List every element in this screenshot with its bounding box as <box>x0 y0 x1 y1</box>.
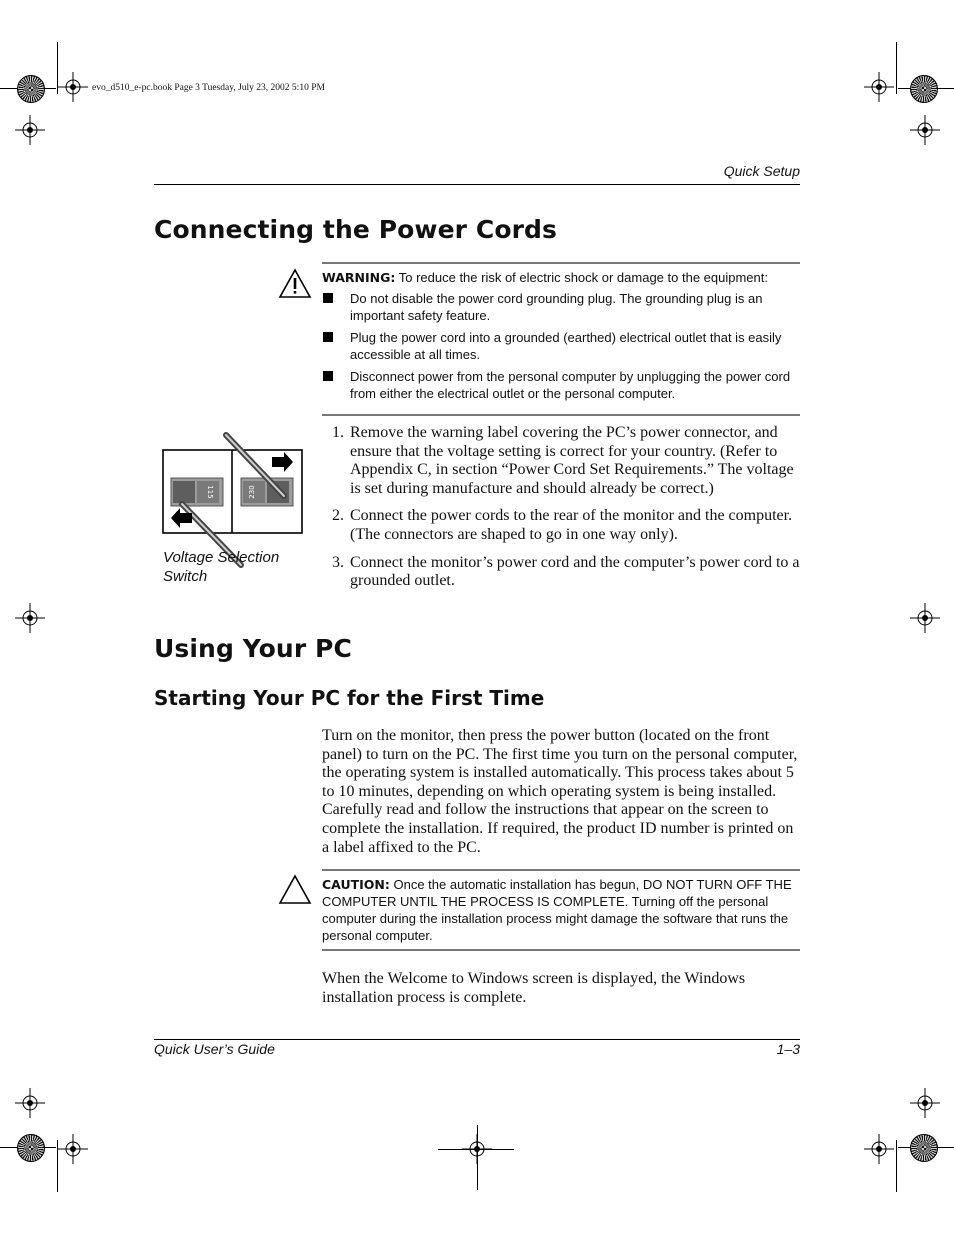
warning-icon <box>278 268 312 299</box>
steps-list <box>322 424 800 600</box>
header-rule <box>154 184 800 185</box>
list-item-text: Disconnect power from the personal computer by unplugging the power cord from either the electrical outlet or the personal computer. <box>350 369 791 401</box>
page-number: 1–3 <box>776 1041 800 1057</box>
step-text: Remove the warning label covering the PC’s power connector, and ensure that the voltage setting is correct for your country. (Refer to Appendix C, in section “Power Cord Set Requirements.” The voltage is set during manufacture and should already be correct.) <box>350 424 794 497</box>
bullet-square-icon <box>323 371 333 381</box>
registration-mark <box>58 1134 88 1164</box>
list-item-text: Plug the power cord into a grounded (earthed) electrical outlet that is easily accessible at all times. <box>350 330 782 362</box>
list-item <box>322 507 800 544</box>
trim-line <box>477 1125 478 1190</box>
switch-label-115: 115 <box>206 485 214 499</box>
body-paragraph: When the Welcome to Windows screen is displayed, the Windows installation process is complete. <box>322 970 746 1006</box>
step-text: Connect the power cords to the rear of the monitor and the computer. (The connectors are shaped to go in one way only). <box>350 507 793 543</box>
caution-note <box>322 876 800 944</box>
list-item <box>322 329 792 363</box>
figure-caption: Voltage Selection Switch <box>163 549 280 585</box>
switch-label-230: 230 <box>248 485 256 499</box>
trim-line <box>438 1149 514 1150</box>
color-rosette <box>910 75 938 103</box>
list-item <box>322 368 792 402</box>
warning-list <box>322 290 792 407</box>
section-title-using-pc: Using Your PC <box>154 634 352 663</box>
step-number: 1. <box>332 424 344 441</box>
color-rosette <box>17 75 45 103</box>
caution-label: CAUTION: <box>322 877 390 892</box>
list-item <box>322 424 800 498</box>
color-rosette <box>910 1134 938 1162</box>
registration-mark <box>15 115 45 145</box>
warning-top-rule <box>322 262 800 264</box>
list-item <box>322 554 800 591</box>
footer-rule <box>154 1039 800 1040</box>
registration-mark <box>864 1134 894 1164</box>
color-rosette <box>17 1134 45 1162</box>
warning-label: WARNING: <box>322 270 396 285</box>
warning-text: To reduce the risk of electric shock or damage to the equipment: <box>395 270 768 285</box>
body-paragraph: Turn on the monitor, then press the power button (located on the front panel) to turn on the PC. The first time you turn on the personal computer, the operating system is installed automatically. This process takes about 5 to 10 minutes, depending on which operating system is being installed. Carefully read and follow the instructions that appear on the screen to complete the installation. If required, the product ID number is printed on a label affixed to the PC. <box>322 727 798 856</box>
running-header: Quick Setup <box>723 163 800 179</box>
footer-book-title: Quick User’s Guide <box>154 1041 275 1057</box>
caution-icon <box>278 874 312 905</box>
warning-bottom-rule <box>322 414 800 416</box>
bullet-square-icon <box>323 293 333 303</box>
trim-line <box>896 42 897 94</box>
list-item-text: Do not disable the power cord grounding plug. The grounding plug is an important safety feature. <box>350 291 763 323</box>
warning-note <box>322 269 800 286</box>
list-item <box>322 290 792 324</box>
trim-line <box>896 1140 897 1192</box>
step-text: Connect the monitor’s power cord and the computer’s power cord to a grounded outlet. <box>350 553 800 590</box>
caution-text: Once the automatic installation has begun, DO NOT TURN OFF THE COMPUTER UNTIL THE PROCESS IS COMPLETE. Turning off the personal computer during the installation process might damage the software that runs the personal computer. <box>322 877 792 943</box>
caution-bottom-rule <box>322 949 800 951</box>
registration-mark <box>910 115 940 145</box>
registration-mark <box>15 1088 45 1118</box>
registration-mark <box>910 1088 940 1118</box>
section-title-power-cords: Connecting the Power Cords <box>154 215 558 244</box>
registration-mark <box>864 72 894 102</box>
step-number: 2. <box>332 507 344 525</box>
registration-mark <box>910 603 940 633</box>
step-number: 3. <box>332 553 344 571</box>
caution-top-rule <box>322 869 800 871</box>
subsection-title-first-time: Starting Your PC for the First Time <box>154 686 545 710</box>
print-slug: evo_d510_e-pc.book Page 3 Tuesday, July 23, 2002 5:10 PM <box>92 83 325 93</box>
bullet-square-icon <box>323 332 333 342</box>
registration-mark <box>15 603 45 633</box>
registration-mark <box>58 72 88 102</box>
